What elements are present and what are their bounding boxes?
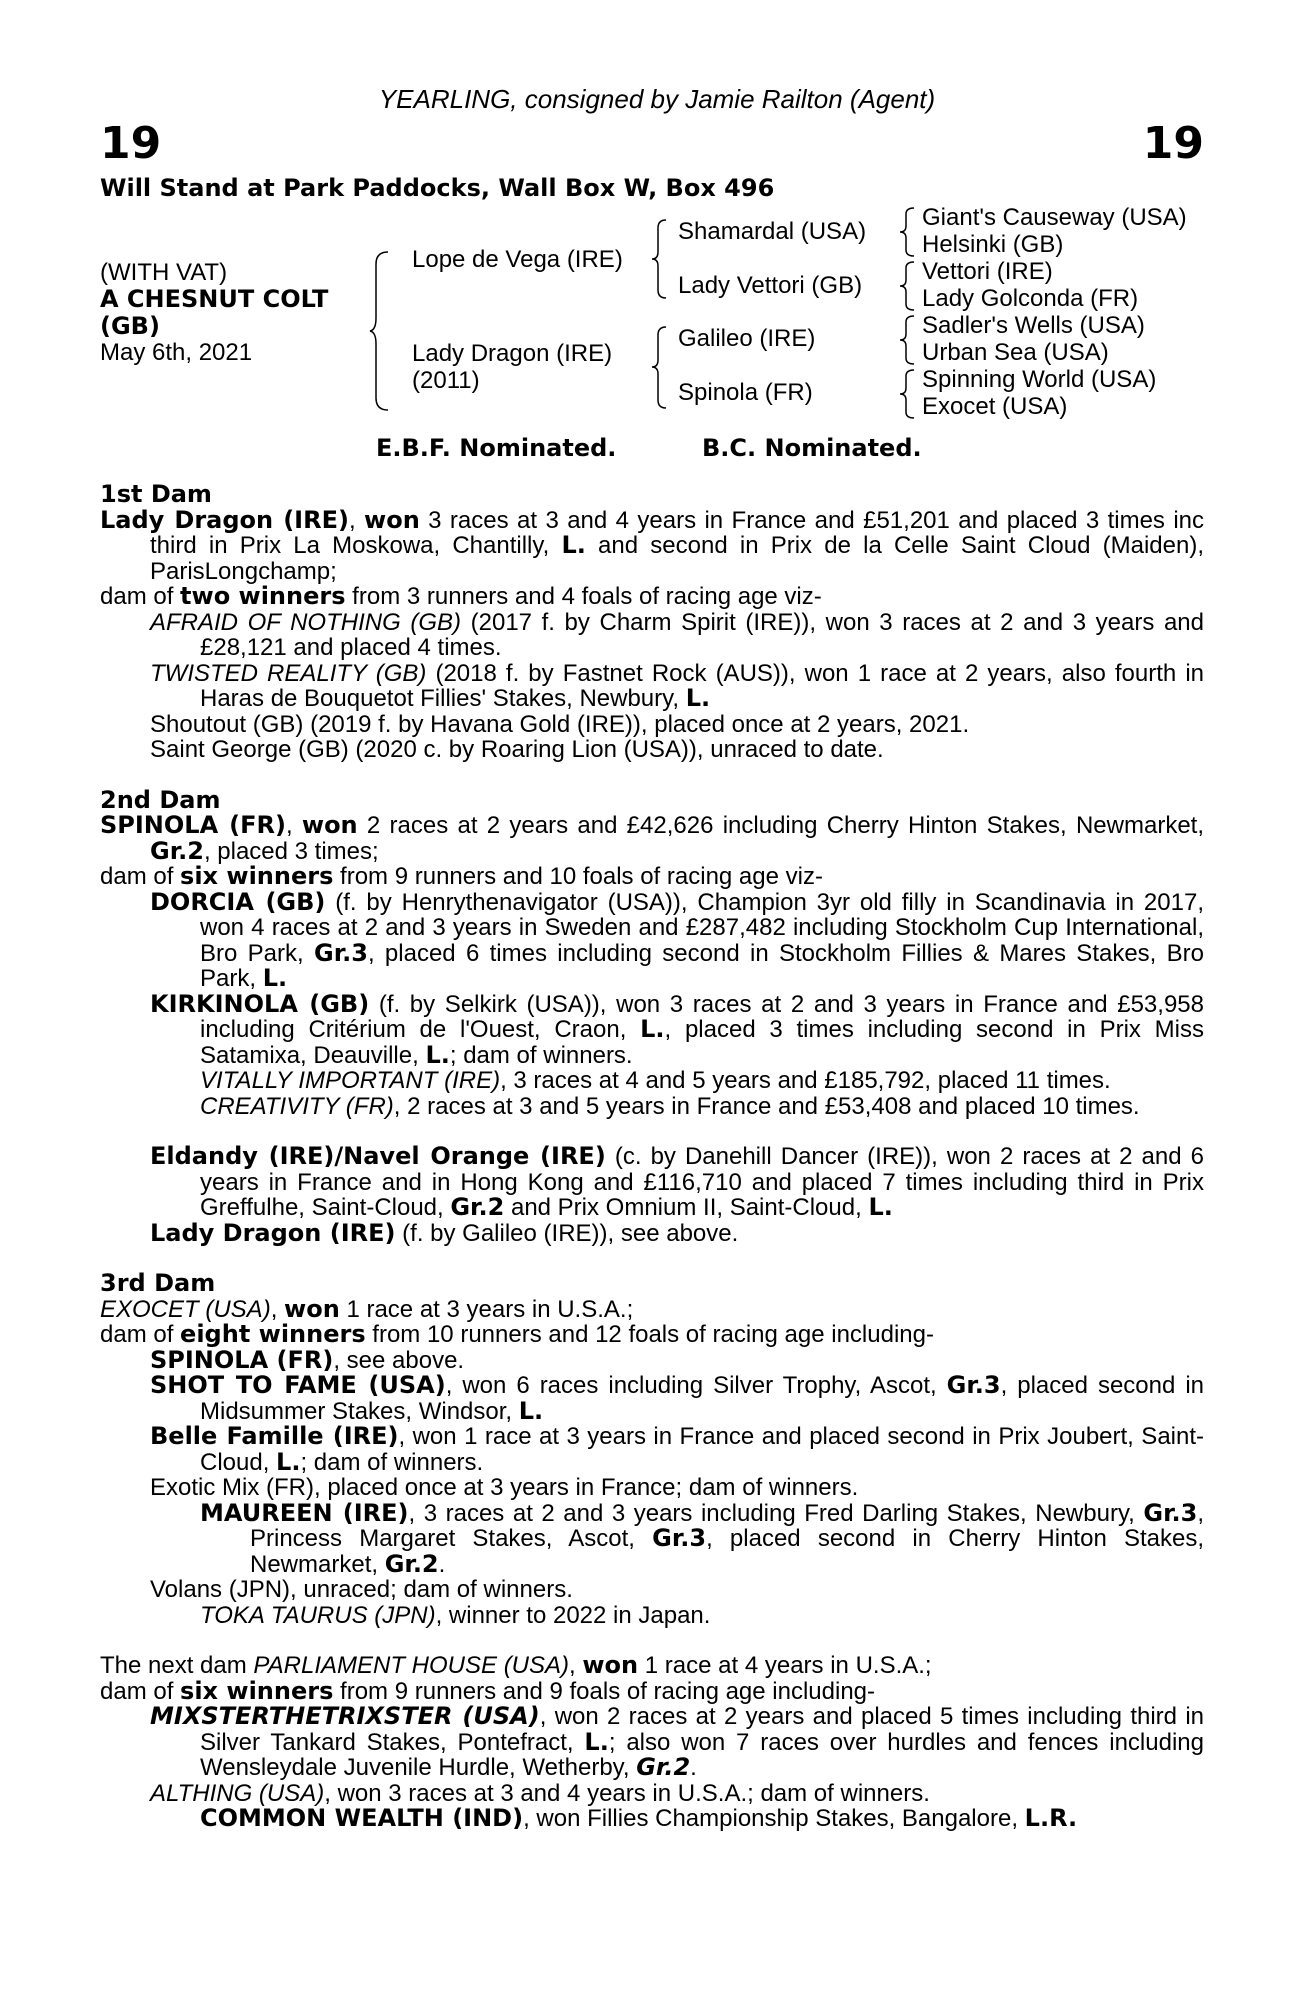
- text-run: , winner to 2022 in Japan.: [435, 1601, 711, 1629]
- text-run: Gr.3: [314, 938, 368, 967]
- text-run: , 3 races at 4 and 5 years and £185,792, placed 11 times.: [500, 1067, 1111, 1094]
- text-run: .: [690, 1754, 697, 1781]
- dam-sire: Galileo (IRE): [678, 325, 816, 352]
- produce-entry: [100, 1475, 1204, 1501]
- produce-entry: [100, 1373, 1204, 1424]
- text-run: , 2 races at 3 and 5 years in France and £53,408 and placed 10 times.: [393, 1092, 1140, 1120]
- produce-entry: [100, 1806, 1204, 1832]
- consignor-line: YEARLING, consigned by Jamie Railton (Agent): [378, 84, 936, 114]
- text-run: (f. by Galileo (IRE)), see above.: [395, 1219, 739, 1247]
- text-run: six winners: [180, 1676, 334, 1705]
- produce-entry: [100, 1603, 1204, 1629]
- dam: Lady Dragon (IRE): [412, 340, 613, 367]
- produce-entry: [100, 1094, 1204, 1120]
- dam-produce-summary: [100, 864, 1204, 890]
- text-run: won: [284, 1294, 340, 1323]
- text-run: from 3 runners and 4 foals of racing age viz-: [345, 583, 822, 610]
- text-run: Belle Famille (IRE): [150, 1422, 399, 1450]
- produce-entry: [100, 1704, 1204, 1781]
- text-run: Gr.3: [946, 1371, 1001, 1399]
- produce-entry: [100, 887, 1205, 992]
- text-run: ; dam of winners.: [449, 1041, 633, 1069]
- produce-entry: [100, 1498, 1204, 1578]
- text-run: ,: [285, 812, 302, 839]
- text-run: dam of: [100, 863, 181, 890]
- text-run: from 9 runners and 10 foals of racing age viz-: [333, 863, 823, 890]
- text-run: L.R.: [1024, 1804, 1078, 1832]
- text-run: TWISTED REALITY (GB): [150, 659, 427, 687]
- foaling-date: May 6th, 2021: [100, 339, 253, 366]
- text-run: , placed 3 times;: [203, 837, 379, 865]
- text-run: CREATIVITY (FR): [200, 1092, 394, 1120]
- text-run: The next dam: [100, 1652, 254, 1679]
- dam-produce-summary: [100, 1322, 1204, 1348]
- horse-origin: (GB): [100, 312, 160, 340]
- text-run: , placed 3 times including second in Prix Miss Satamixa, Deauville,: [200, 1016, 1204, 1069]
- catalogue-body: [100, 482, 1204, 1832]
- pedigree-brace-main: [368, 250, 392, 412]
- text-run: Gr.2: [450, 1193, 505, 1221]
- text-run: ; dam of winners.: [300, 1448, 484, 1476]
- section-heading-2nd-dam: 2nd Dam: [100, 785, 221, 814]
- text-run: L.: [584, 1727, 609, 1756]
- text-run: Lady Dragon (IRE): [100, 505, 349, 534]
- dam-record: [100, 1294, 1204, 1323]
- ebf-nomination: E.B.F. Nominated.: [376, 434, 617, 462]
- text-run: , won 2 races at 2 years and placed 5 times including third in Silver Tankard Stakes, Pontefract,: [200, 1703, 1204, 1756]
- text-run: (f. by Selkirk (USA)), won 3 races at 2 and 3 years in France and £53,958 including Critérium de l'Ouest, Craon,: [200, 990, 1204, 1043]
- text-run: EXOCET (USA): [100, 1295, 271, 1323]
- produce-entry: [100, 1144, 1204, 1221]
- produce-entry: [100, 661, 1204, 712]
- text-run: ; also won 7 races over hurdles and fences including Wensleydale Juvenile Hurdle, Wetherby,: [200, 1728, 1204, 1781]
- text-run: and second in Prix de la Celle Saint Cloud (Maiden), ParisLongchamp;: [150, 532, 1204, 585]
- text-run: SHOT TO FAME (USA): [150, 1371, 446, 1399]
- text-run: SPINOLA (FR): [100, 811, 286, 839]
- text-run: Volans (JPN), unraced; dam of winners.: [150, 1576, 573, 1603]
- text-run: Eldandy (IRE)/Navel Orange (IRE): [150, 1142, 606, 1170]
- text-run: , won 3 races at 3 and 4 years in U.S.A.; dam of winners.: [324, 1779, 930, 1807]
- text-run: won: [301, 811, 358, 839]
- produce-entry: [100, 1577, 1204, 1603]
- text-run: L.: [425, 1040, 450, 1069]
- produce-entry: [100, 989, 1204, 1069]
- vat-label: (WITH VAT): [100, 259, 228, 286]
- text-run: VITALLY IMPORTANT (IRE): [200, 1067, 501, 1094]
- bc-nomination: B.C. Nominated.: [702, 434, 922, 462]
- text-run: Shoutout (GB) (2019 f. by Havana Gold (IRE)), placed once at 2 years, 2021.: [150, 710, 970, 738]
- lot-number-left: 19: [100, 118, 162, 169]
- text-run: Lady Dragon (IRE): [150, 1218, 396, 1247]
- text-run: , won Fillies Championship Stakes, Bangalore,: [523, 1805, 1025, 1832]
- text-run: (2017 f. by Charm Spirit (IRE)), won 3 races at 2 and 3 years and £28,121 and placed 4 times.: [200, 608, 1204, 661]
- text-run: MAUREEN (IRE): [200, 1498, 409, 1527]
- text-run: DORCIA (GB): [150, 887, 326, 916]
- horse-description: A CHESNUT COLT: [100, 285, 329, 313]
- sire-sire: Shamardal (USA): [678, 218, 867, 245]
- gen3-ancestor: Urban Sea (USA): [922, 339, 1109, 366]
- text-run: , won 1 race at 3 years in France and placed second in Prix Joubert, Saint-Cloud,: [200, 1423, 1205, 1476]
- produce-entry: [100, 712, 1204, 738]
- section-heading-3rd-dam: 3rd Dam: [100, 1269, 216, 1297]
- text-run: and Prix Omnium II, Saint-Cloud,: [504, 1194, 869, 1221]
- text-run: Saint George (GB) (2020 c. by Roaring Lion (USA)), unraced to date.: [150, 736, 884, 763]
- dam-record: [100, 813, 1204, 864]
- produce-entry: [100, 1068, 1204, 1094]
- sire-dam: Lady Vettori (GB): [678, 272, 863, 299]
- text-run: Gr.2: [150, 836, 204, 865]
- text-run: L.: [276, 1447, 301, 1476]
- text-run: L.: [685, 684, 711, 712]
- gen3-ancestor: Exocet (USA): [922, 393, 1068, 420]
- next-dam-record: [100, 1653, 1204, 1679]
- text-run: L.: [518, 1396, 544, 1425]
- text-run: eight winners: [180, 1320, 366, 1348]
- gen3-ancestor: Helsinki (GB): [922, 231, 1064, 258]
- text-run: ,: [348, 506, 365, 534]
- text-run: , Princess Margaret Stakes, Ascot,: [250, 1499, 1204, 1552]
- gen3-ancestor: Vettori (IRE): [922, 258, 1053, 285]
- text-run: 3 races at 3 and 4 years in France and £51,201 and placed 3 times inc third in Prix La Moskowa, Chantilly,: [150, 506, 1204, 559]
- text-run: from 10 runners and 12 foals of racing age including-: [365, 1321, 934, 1348]
- text-run: 1 race at 3 years in U.S.A.;: [339, 1295, 634, 1323]
- text-run: 1 race at 4 years in U.S.A.;: [638, 1652, 932, 1679]
- text-run: ALTHING (USA): [150, 1779, 325, 1807]
- text-run: Gr.3: [1143, 1498, 1198, 1527]
- dam-produce-summary: [100, 1676, 1204, 1705]
- text-run: ,: [270, 1295, 285, 1323]
- text-run: , placed second in Midsummer Stakes, Windsor,: [200, 1372, 1204, 1425]
- text-run: dam of: [100, 583, 181, 610]
- text-run: dam of: [100, 1677, 181, 1705]
- dam-record: [100, 505, 1204, 585]
- stand-location: Will Stand at Park Paddocks, Wall Box W, Box 496: [100, 174, 775, 202]
- text-run: six winners: [180, 862, 334, 890]
- text-run: (c. by Danehill Dancer (IRE)), won 2 races at 2 and 6 years in France and in Hong Kong and £116,710 and placed 7 times including third in Prix Greffulhe, Saint-Cloud,: [200, 1143, 1204, 1221]
- gen3-ancestor: Lady Golconda (FR): [922, 285, 1139, 312]
- pedigree-brace-g3-4: [898, 368, 916, 420]
- gen3-ancestor: Giant's Causeway (USA): [922, 204, 1187, 231]
- text-run: L.: [868, 1193, 893, 1221]
- text-run: from 9 runners and 9 foals of racing age including-: [333, 1677, 876, 1705]
- text-run: two winners: [180, 582, 346, 610]
- pedigree-brace-g3-2: [898, 260, 916, 312]
- text-run: , won 6 races including Silver Trophy, Ascot,: [445, 1372, 947, 1399]
- text-run: L.: [262, 964, 288, 992]
- produce-entry: [100, 1218, 1204, 1247]
- text-run: PARLIAMENT HOUSE (USA): [253, 1652, 570, 1679]
- pedigree-brace-dam: [650, 325, 668, 410]
- text-run: Exotic Mix (FR), placed once at 3 years in France; dam of winners.: [150, 1474, 859, 1501]
- pedigree-brace-sire: [650, 218, 668, 300]
- produce-entry: [100, 1781, 1204, 1807]
- text-run: won: [364, 505, 420, 534]
- gen3-ancestor: Spinning World (USA): [922, 366, 1157, 393]
- pedigree-brace-g3-1: [898, 206, 916, 258]
- text-run: TOKA TAURUS (JPN): [200, 1601, 436, 1629]
- dam-year: (2011): [412, 367, 480, 394]
- text-run: KIRKINOLA (GB): [150, 989, 370, 1018]
- produce-entry: [100, 610, 1204, 661]
- text-run: , placed second in Cherry Hinton Stakes, Newmarket,: [250, 1525, 1204, 1578]
- text-run: (2018 f. by Fastnet Rock (AUS)), won 1 race at 2 years, also fourth in Haras de Bouquetot Fillies' Stakes, Newbury,: [200, 659, 1205, 712]
- text-run: L.: [561, 531, 586, 559]
- section-heading-1st-dam: 1st Dam: [100, 480, 212, 508]
- pedigree-brace-g3-3: [898, 314, 916, 366]
- text-run: L.: [640, 1015, 665, 1043]
- text-run: , placed 6 times including second in Stockholm Fillies & Mares Stakes, Bro Park,: [200, 939, 1205, 992]
- text-run: Gr.3: [652, 1524, 707, 1552]
- text-run: COMMON WEALTH (IND): [200, 1804, 524, 1832]
- sire: Lope de Vega (IRE): [412, 246, 623, 273]
- text-run: ,: [569, 1652, 583, 1679]
- text-run: dam of: [100, 1321, 181, 1348]
- dam-dam: Spinola (FR): [678, 379, 813, 406]
- produce-entry: [100, 737, 1204, 763]
- text-run: won: [582, 1651, 639, 1679]
- text-run: MIXSTERTHETRIXSTER (USA): [150, 1702, 540, 1730]
- lot-number-right: 19: [1142, 118, 1204, 169]
- text-run: .: [438, 1550, 446, 1578]
- text-run: (f. by Henrythenavigator (USA)), Champion 3yr old filly in Scandinavia in 2017, won 4 races at 2 and 3 years in Sweden and £287,482 including Stockholm Cup International, Bro Park,: [200, 888, 1204, 967]
- produce-entry: [100, 1345, 1204, 1374]
- dam-produce-summary: [100, 584, 1204, 610]
- text-run: Gr.2: [636, 1753, 691, 1781]
- text-run: Gr.2: [384, 1549, 439, 1578]
- text-run: SPINOLA (FR): [150, 1345, 334, 1374]
- text-run: , 3 races at 2 and 3 years including Fred Darling Stakes, Newbury,: [408, 1499, 1144, 1527]
- text-run: AFRAID OF NOTHING (GB): [150, 608, 462, 636]
- text-run: 2 races at 2 years and £42,626 including Cherry Hinton Stakes, Newmarket,: [357, 812, 1204, 839]
- gen3-ancestor: Sadler's Wells (USA): [922, 312, 1145, 339]
- produce-entry: [100, 1424, 1204, 1475]
- text-run: , see above.: [333, 1346, 465, 1374]
